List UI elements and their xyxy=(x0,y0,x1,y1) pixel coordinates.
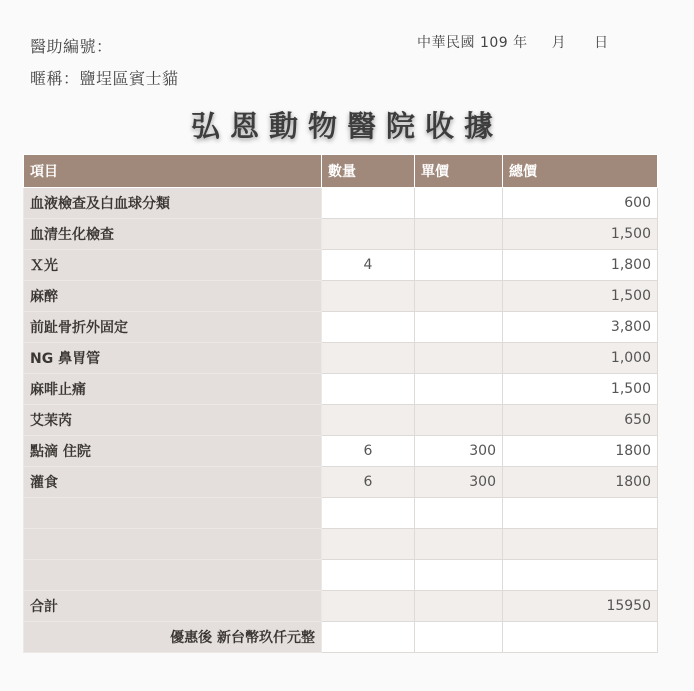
row-unit-price xyxy=(415,219,503,250)
row-total: 1800 xyxy=(503,436,658,467)
row-total: 1,500 xyxy=(503,219,658,250)
column-header-item: 項目 xyxy=(24,155,322,188)
discount-row xyxy=(24,622,658,653)
row-unit-price xyxy=(415,498,503,529)
row-quantity xyxy=(322,219,415,250)
date-line xyxy=(417,32,609,52)
column-header-quantity: 數量 xyxy=(322,155,415,188)
row-quantity: 6 xyxy=(322,467,415,498)
row-quantity xyxy=(322,343,415,374)
table-header-row xyxy=(24,155,658,188)
row-total xyxy=(503,498,658,529)
row-unit-price xyxy=(415,560,503,591)
nickname-label: 暱稱：鹽埕區賓士貓 xyxy=(30,69,179,88)
row-total: 1800 xyxy=(503,467,658,498)
discount-quantity xyxy=(322,622,415,653)
row-quantity xyxy=(322,188,415,219)
row-item: 點滴 住院 xyxy=(24,436,322,467)
row-unit-price xyxy=(415,374,503,405)
table-row xyxy=(24,374,658,405)
subtotal-row xyxy=(24,591,658,622)
row-item: 血液檢查及白血球分類 xyxy=(24,188,322,219)
row-unit-price: 300 xyxy=(415,436,503,467)
row-total xyxy=(503,560,658,591)
row-quantity xyxy=(322,529,415,560)
row-unit-price xyxy=(415,529,503,560)
subtotal-quantity xyxy=(322,591,415,622)
column-header-total-price: 總價 xyxy=(503,155,658,188)
row-total: 1,000 xyxy=(503,343,658,374)
table-row xyxy=(24,219,658,250)
row-unit-price xyxy=(415,281,503,312)
row-unit-price xyxy=(415,188,503,219)
row-quantity xyxy=(322,374,415,405)
receipt-title: 弘恩動物醫院收據 xyxy=(190,109,503,143)
row-item xyxy=(24,498,322,529)
row-total: 650 xyxy=(503,405,658,436)
row-total: 1,500 xyxy=(503,374,658,405)
date-year: 中華民國 109 年 xyxy=(417,35,528,51)
row-unit-price xyxy=(415,343,503,374)
row-item: NG 鼻胃管 xyxy=(24,343,322,374)
row-item: 前趾骨折外固定 xyxy=(24,312,322,343)
row-item: 血清生化檢查 xyxy=(24,219,322,250)
subtotal-unit-price xyxy=(415,591,503,622)
table-row xyxy=(24,281,658,312)
row-total: 1,500 xyxy=(503,281,658,312)
table-row xyxy=(24,405,658,436)
row-quantity xyxy=(322,312,415,343)
subtotal-total: 15950 xyxy=(503,591,658,622)
row-item xyxy=(24,560,322,591)
row-item: Ｘ光 xyxy=(24,250,322,281)
date-day: 日 xyxy=(594,35,609,51)
row-quantity xyxy=(322,405,415,436)
row-unit-price xyxy=(415,405,503,436)
row-quantity xyxy=(322,560,415,591)
row-unit-price xyxy=(415,250,503,281)
row-item: 麻啡止痛 xyxy=(24,374,322,405)
row-unit-price: 300 xyxy=(415,467,503,498)
subtotal-label: 合計 xyxy=(24,591,322,622)
table-row xyxy=(24,467,658,498)
row-total: 600 xyxy=(503,188,658,219)
row-quantity: 6 xyxy=(322,436,415,467)
date-month: 月 xyxy=(551,35,567,51)
table-row xyxy=(24,250,658,281)
discount-unit-price xyxy=(415,622,503,653)
discount-total xyxy=(503,622,658,653)
row-total xyxy=(503,529,658,560)
row-quantity: 4 xyxy=(322,250,415,281)
row-quantity xyxy=(322,498,415,529)
discount-label: 優惠後 新台幣玖仟元整 xyxy=(24,622,322,653)
table-row xyxy=(24,188,658,219)
receipt-table xyxy=(23,154,658,653)
medical-number-label: 醫助編號： xyxy=(30,37,113,56)
table-row xyxy=(24,343,658,374)
table-row xyxy=(24,436,658,467)
column-header-unit-price: 單價 xyxy=(415,155,503,188)
row-total: 1,800 xyxy=(503,250,658,281)
row-total: 3,800 xyxy=(503,312,658,343)
row-item xyxy=(24,529,322,560)
table-row-empty xyxy=(24,498,658,529)
row-item: 艾茉芮 xyxy=(24,405,322,436)
row-item: 灌食 xyxy=(24,467,322,498)
row-unit-price xyxy=(415,312,503,343)
table-row xyxy=(24,312,658,343)
table-row-empty xyxy=(24,529,658,560)
row-quantity xyxy=(322,281,415,312)
row-item: 麻醉 xyxy=(24,281,322,312)
table-row-empty xyxy=(24,560,658,591)
